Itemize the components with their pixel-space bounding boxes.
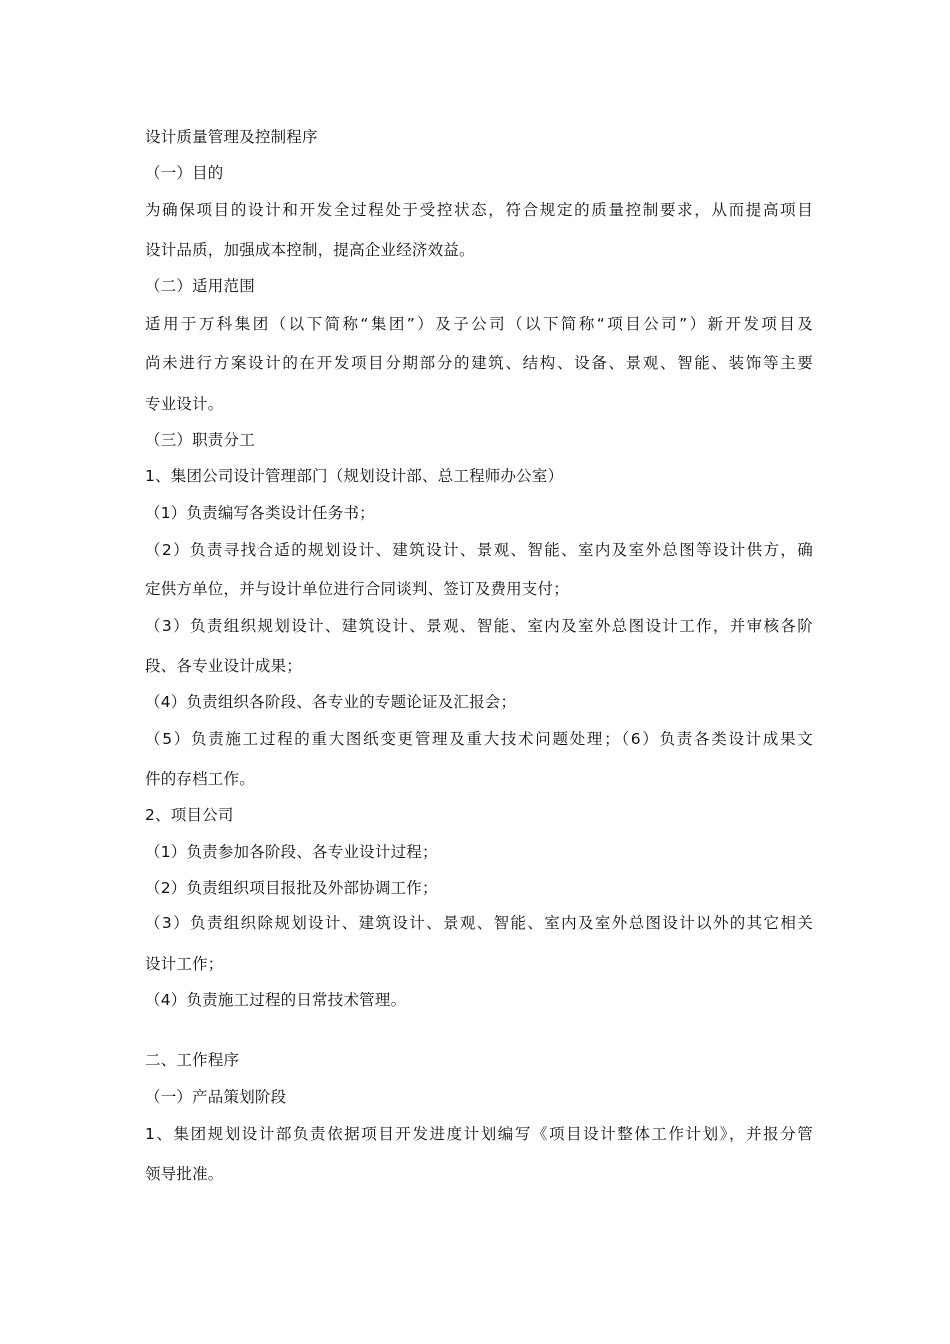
list-item: （4）负责施工过程的日常技术管理。 bbox=[145, 991, 407, 1009]
list-item: （3）负责组织除规划设计、建筑设计、景观、智能、室内及室外总图设计以外的其它相关 bbox=[145, 914, 813, 932]
paragraph-line: 1、集团规划设计部负责依据项目开发进度计划编写《项目设计整体工作计划》，并报分管 bbox=[145, 1125, 813, 1143]
list-item: （1）负责编写各类设计任务书； bbox=[145, 504, 375, 522]
list-item: （2）负责寻找合适的规划设计、建筑设计、景观、智能、室内及室外总图等设计供方，确 bbox=[145, 541, 813, 559]
paragraph-line: 领导批准。 bbox=[145, 1165, 224, 1183]
list-item: （1）负责参加各阶段、各专业设计过程； bbox=[145, 843, 438, 861]
section-heading-purpose: （一）目的 bbox=[145, 164, 224, 182]
list-item-continuation: 设计工作； bbox=[145, 955, 224, 973]
list-item: （2）负责组织项目报批及外部协调工作； bbox=[145, 879, 438, 897]
paragraph-line: 专业设计。 bbox=[145, 395, 224, 413]
subheading-project-company: 2、项目公司 bbox=[145, 806, 234, 824]
document-title: 设计质量管理及控制程序 bbox=[145, 128, 318, 146]
list-item-continuation: 定供方单位，并与设计单位进行合同谈判、签订及费用支付； bbox=[145, 580, 569, 598]
paragraph-line: 尚未进行方案设计的在开发项目分期部分的建筑、结构、设备、景观、智能、装饰等主要 bbox=[145, 354, 813, 372]
list-item-continuation: 段、各专业设计成果； bbox=[145, 657, 303, 675]
subheading-group-design-dept: 1、集团公司设计管理部门（规划设计部、总工程师办公室） bbox=[145, 467, 564, 485]
section-heading-product-planning: （一）产品策划阶段 bbox=[145, 1088, 287, 1106]
list-item: （4）负责组织各阶段、各专业的专题论证及汇报会； bbox=[145, 693, 517, 711]
paragraph-line: 设计品质，加强成本控制，提高企业经济效益。 bbox=[145, 241, 475, 259]
list-item-continuation: 件的存档工作。 bbox=[145, 770, 255, 788]
section-heading-work-procedure: 二、工作程序 bbox=[145, 1051, 240, 1069]
paragraph-line: 适用于万科集团（以下简称“集团”）及子公司（以下简称“项目公司”）新开发项目及 bbox=[145, 315, 813, 333]
list-item: （3）负责组织规划设计、建筑设计、景观、智能、室内及室外总图设计工作，并审核各阶 bbox=[145, 617, 813, 635]
paragraph-line: 为确保项目的设计和开发全过程处于受控状态，符合规定的质量控制要求，从而提高项目 bbox=[145, 201, 813, 219]
section-heading-scope: （二）适用范围 bbox=[145, 277, 255, 295]
section-heading-responsibilities: （三）职责分工 bbox=[145, 431, 255, 449]
list-item: （5）负责施工过程的重大图纸变更管理及重大技术问题处理；（6）负责各类设计成果文 bbox=[145, 730, 813, 748]
